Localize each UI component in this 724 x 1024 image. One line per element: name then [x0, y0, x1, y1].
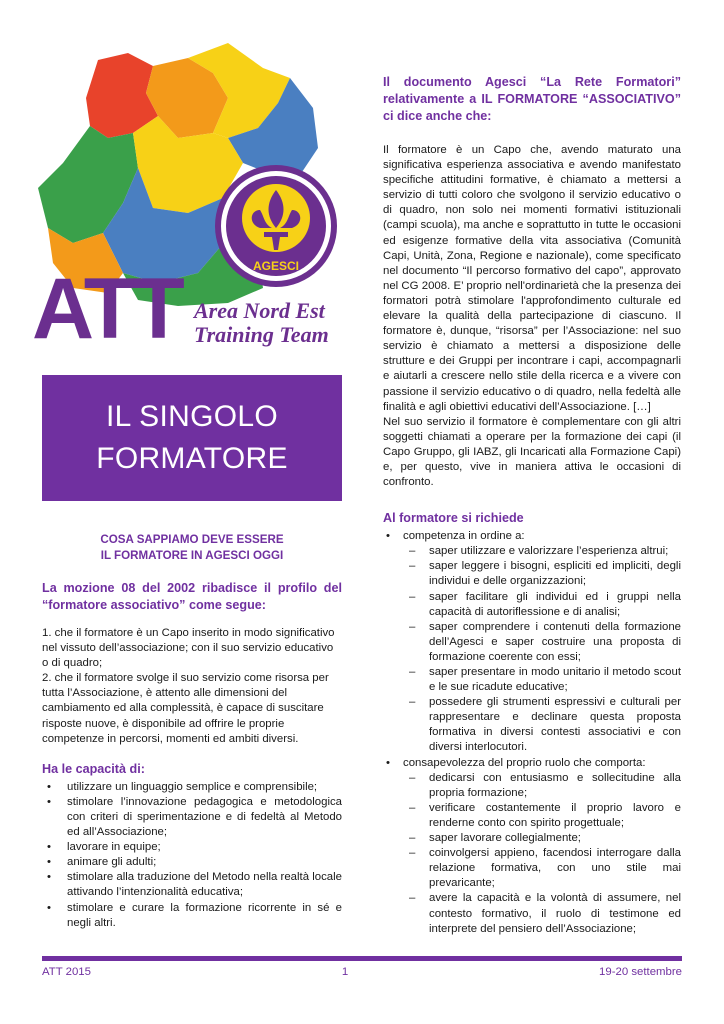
footer-divider: [42, 956, 682, 961]
left-column: [42, 518, 342, 931]
sub-list-item: – saper comprendere i contenuti della formazione dell’Agesci e saper costruire una proposta di formazione coerente con essi;: [403, 620, 681, 665]
richiede-heading: Al formatore si richiede: [383, 511, 524, 526]
right-column: [383, 74, 681, 937]
list-item: • animare gli adulti;: [42, 855, 342, 870]
mozione-heading: La mozione 08 del 2002 ribadisce il profilo del “formatore associativo” come segue:: [42, 581, 342, 612]
capacita-list: [42, 780, 342, 931]
sub-list-item: – verificare costantemente il proprio lavoro e renderne conto con spirito progettuale;: [403, 801, 681, 831]
sub-list: [403, 544, 681, 755]
sub-list-item: – saper lavorare collegialmente;: [403, 831, 681, 846]
footer-left: ATT 2015: [42, 966, 91, 978]
svg-text:AGESCI: AGESCI: [252, 259, 300, 273]
sub-list-item: – saper presentare in modo unitario il metodo scout e le sue ricadute educative;: [403, 665, 681, 695]
logo-line1: Area Nord Est: [194, 298, 325, 323]
title-line1: IL SINGOLO: [106, 400, 278, 433]
point-1: 1. che il formatore è un Capo inserito in modo significativo nel vissuto dell’associazione; con il suo servizio educativo o di quadro;: [42, 627, 335, 670]
list-item: [383, 529, 681, 755]
subtitle-line1: COSA SAPPIAMO DEVE ESSERE: [100, 533, 284, 546]
sub-list-item: – saper leggere i bisogni, espliciti ed impliciti, degli individui e delle organizzazioni;: [403, 559, 681, 589]
logo-graphic: [28, 38, 346, 358]
mozione-points: [42, 626, 342, 747]
subtitle: [42, 532, 342, 564]
list-item: • stimolare alla traduzione del Metodo nella realtà locale attivando l’intenzionalità educativa;: [42, 870, 342, 900]
sub-list-item: – avere la capacità e la volontà di assumere, nel contesto formativo, il ruolo di testimone ed interprete del pensiero dell’Associazione;: [403, 891, 681, 936]
sub-list: [403, 771, 681, 937]
logo-acronym: ATT: [32, 261, 181, 357]
footer: [42, 966, 682, 978]
capacita-heading: Ha le capacità di:: [42, 761, 145, 776]
intro-heading: Il documento Agesci “La Rete Formatori” relativamente a IL FORMATORE “ASSOCIATIVO” ci dice anche che:: [383, 75, 681, 123]
sub-list-item: – possedere gli strumenti espressivi e culturali per rappresentare e declinare questa proposta formativa in diversi contesti associativi e con diversi interlocutori.: [403, 695, 681, 755]
list-item: • utilizzare un linguaggio semplice e comprensibile;: [42, 780, 342, 795]
sub-list-item: – saper utilizzare e valorizzare l’esperienza altrui;: [403, 544, 681, 559]
point-2: 2. che il formatore svolge il suo servizio come risorsa per tutta l’Associazione, è attento alle dimensioni del cambiamento ed alla complessità, è capace di suscitare risposte nuove, è disponibile ad offrire le proprie competenze in percorsi, momenti ed ambiti diversi.: [42, 672, 329, 745]
richiede-list: [383, 529, 681, 937]
sub-list-item: – dedicarsi con entusiasmo e sollecitudine alla propria formazione;: [403, 771, 681, 801]
logo-line2: Training Team: [194, 322, 329, 347]
list-item-label: competenza in ordine a:: [403, 530, 525, 543]
title-line2: FORMATORE: [96, 442, 288, 475]
body-paragraph-1: Il formatore è un Capo che, avendo maturato una significativa esperienza associativa e avendo manifestato specifiche attitudini formative, è chiamato a mettersi a servizio di tutti coloro che svolgono il servizio educativo o di quadro, non solo nei momenti formativi istituzionali (campi scuola), ma anche e soprattutto in tutte le occasioni ed esigenze formative della vita associativa (Comunità Capi, Unità, Zona, Regione e nazionale), come specificato nel documento “Il percorso formativo del capo”, approvato nel CG 2008. E’ proprio nell'ordinarietà che la presenza dei formatori potrà stimolare l'approfondimento culturale ed elevare la qualità della partecipazione di ciascuno. Il formatore è, dunque, “risorsa” per l’Associazione: nel suo servizio è chiamato a mettersi a disposizione delle strutture e dei Gruppi per incontrare i capi, accompagnarli e aiutarli a crescere nello stile della ricerca e a vivere con passione il servizio educativo o di quadro, nella fedeltà alle finalità e agli obiettivi educativi dell’Associazione. […]: [383, 144, 681, 413]
body-paragraph-2: Nel suo servizio il formatore è complementare con gli altri soggetti chiamati a operare per la formazione dei capi (il Capo Gruppo, gli IABZ, gli Incaricati alla Formazione Capi) e, per questo, vive in maniera attiva le occasioni di confronto.: [383, 415, 681, 489]
subtitle-line2: IL FORMATORE IN AGESCI OGGI: [100, 549, 284, 562]
intro-body: [383, 143, 681, 490]
att-logo: [28, 38, 346, 358]
page-number: 1: [341, 966, 349, 978]
list-item: • lavorare in equipe;: [42, 840, 342, 855]
footer-right: 19-20 settembre: [599, 966, 682, 978]
list-item: [383, 756, 681, 937]
sub-list-item: – saper facilitare gli individui ed i gruppi nella capacità di autoriflessione e di analisi;: [403, 590, 681, 620]
list-item-label: consapevolezza del proprio ruolo che comporta:: [403, 756, 646, 769]
title-box: [42, 375, 342, 501]
list-item: • stimolare e curare la formazione ricorrente in sé e negli altri.: [42, 901, 342, 931]
list-item: • stimolare l’innovazione pedagogica e metodologica con criteri di sperimentazione e di fedeltà al Metodo ed all’Associazione;: [42, 795, 342, 840]
sub-list-item: – coinvolgersi appieno, facendosi interrogare dalla relazione formativa, con uno stile mai prevaricante;: [403, 846, 681, 891]
